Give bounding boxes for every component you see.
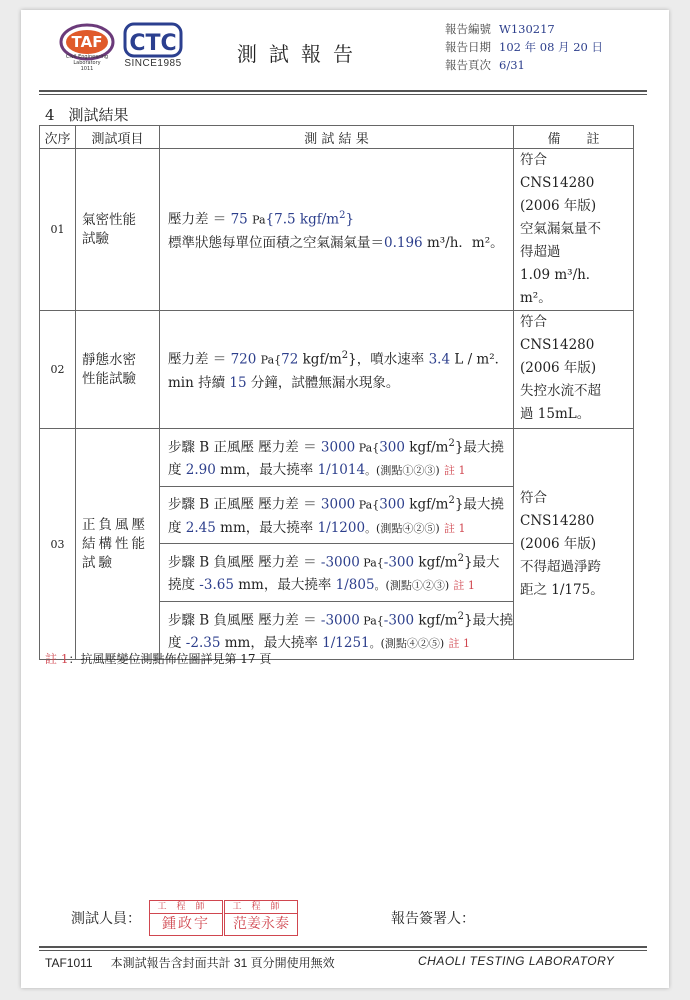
- meta-report-number: 報告編號 W130217: [445, 22, 555, 36]
- results-table: [39, 125, 634, 660]
- engineer-stamp-1: 工程師 鍾政宇: [149, 900, 223, 936]
- row-result-step: 步驟 B 正風壓 壓力差 ＝ 3000 Pa{300 kgf/$m^2$}最大撓 度 2.90 mm，最大撓率 1/1014。(測點①②③) 註 1: [160, 429, 514, 487]
- row-number: 01: [40, 149, 76, 311]
- row-item: 氣密性能 試驗: [76, 149, 160, 311]
- header-order: 次序: [40, 126, 76, 149]
- engineer-stamp-2: 工程師 范姜永泰: [224, 900, 298, 936]
- header-divider: [39, 90, 647, 95]
- header-result: 測 試 結 果: [160, 126, 514, 149]
- since-label: SINCE1985: [124, 58, 182, 69]
- tester-label: 測試人員：: [71, 911, 141, 927]
- footer-lab-name: CHAOLI TESTING LABORATORY: [418, 954, 615, 968]
- ctc-logo-text: CTC: [129, 31, 177, 56]
- table-row: [40, 429, 634, 487]
- footer-left: [45, 954, 353, 971]
- taf-logo-text: TAF: [71, 33, 103, 51]
- report-title: 測試報告: [237, 42, 365, 66]
- row-remark: 符合 CNS14280 (2006 年版) 失控水流不超 過 15mL。: [514, 311, 634, 429]
- row-result: 壓力差 ＝ 720 Pa{72 kgf/$m^2$}，噴水速率 3.4 L / m²． min 持續 15 分鐘，試體無漏水現象。: [160, 311, 514, 429]
- report-meta: [445, 20, 603, 74]
- footer-divider: [39, 946, 647, 951]
- row-result-step: 步驟 B 負風壓 壓力差 ＝ -3000 Pa{-300 kgf/$m^2$}最大 撓度 -3.65 mm，最大撓率 1/805。(測點①②③) 註 1: [160, 544, 514, 602]
- row-result-step: 步驟 B 正風壓 壓力差 ＝ 3000 Pa{300 kgf/$m^2$}最大撓 度 2.45 mm，最大撓率 1/1200。(測點④②⑤) 註 1: [160, 487, 514, 544]
- footnote: 註 1：抗風壓變位測點佈位圖詳見第 17 頁: [45, 652, 272, 666]
- row-remark: 符合 CNS14280 (2006 年版) 空氣漏氣量不 得超過 1.09 m³/h．m²。: [514, 149, 634, 311]
- footer-text: 本測試報告含封面共計 31 頁分開使用無效: [110, 956, 335, 970]
- row-remark: 符合 CNS14280 (2006 年版) 不得超過淨跨 距之 1/175。: [514, 429, 634, 660]
- table-header-row: [40, 126, 634, 149]
- taf-logo-subtitle: Civil Engineering Laboratory 1011: [65, 54, 109, 72]
- meta-report-date: 報告日期 102 年 08 月 20 日: [445, 40, 603, 54]
- row-item: 正負風壓 結構性能 試驗: [76, 429, 160, 660]
- header-item: 測試項目: [76, 126, 160, 149]
- footer-code: TAF1011: [45, 956, 93, 970]
- row-number: 02: [40, 311, 76, 429]
- row-result: 壓力差 ＝ 75 Pa{7.5 kgf/$m^2$} 標準狀態每單位面積之空氣漏氣量＝0.196 m³/h．m²。: [160, 149, 514, 311]
- section-heading: 4 測試結果: [45, 106, 129, 124]
- header-remark: 備 註: [514, 126, 634, 149]
- row-result-step: 步驟 B 負風壓 壓力差 ＝ -3000 Pa{-300 kgf/$m^2$}最大撓 度 -2.35 mm，最大撓率 1/1251。(測點④②⑤) 註 1: [160, 602, 514, 660]
- signer-label: 報告簽署人：: [391, 911, 475, 927]
- table-row: [40, 311, 634, 429]
- row-item: 靜態水密 性能試驗: [76, 311, 160, 429]
- meta-report-page: 報告頁次 6/31: [445, 58, 525, 72]
- report-page: [21, 10, 669, 988]
- row-number: 03: [40, 429, 76, 660]
- ctc-logo-icon: [123, 20, 183, 60]
- table-row: [40, 149, 634, 311]
